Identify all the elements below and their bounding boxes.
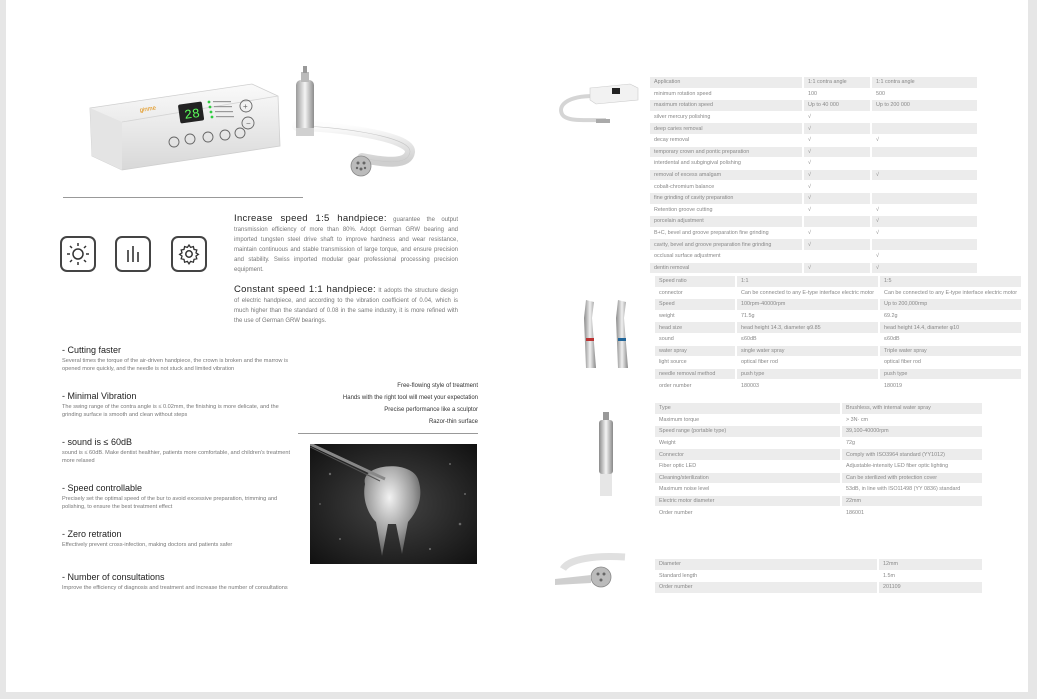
- hose-spec-body: [655, 559, 982, 593]
- motor-spec-body: [655, 403, 982, 518]
- table-row: [650, 158, 977, 170]
- table-cell: √: [803, 181, 871, 193]
- table-row: [655, 414, 982, 426]
- table-cell: 180019: [879, 380, 1021, 392]
- feature-item: [62, 571, 292, 593]
- table-row: [650, 204, 977, 216]
- table-cell: √: [803, 146, 871, 158]
- table-cell: 1:1: [736, 276, 879, 287]
- table-cell: cobalt-chromium balance: [650, 181, 803, 193]
- table-row: [655, 345, 1021, 357]
- feature-item: [62, 528, 292, 550]
- table-cell: Order number: [655, 507, 841, 519]
- table-cell: Comply with ISO3964 standard (YY1012): [841, 449, 982, 461]
- table-cell: 1:1 contra angle: [871, 77, 977, 88]
- table-row: [650, 216, 977, 228]
- table-row: [655, 570, 982, 582]
- application-table: [650, 77, 977, 274]
- table-cell: push type: [736, 368, 879, 380]
- table-cell: √: [803, 123, 871, 135]
- table-cell: Maximum noise level: [655, 484, 841, 496]
- table-row: [655, 357, 1021, 369]
- table-cell: weight: [655, 310, 736, 322]
- feature-desc: Effectively prevent cross-infection, making doctors and patients safer: [62, 542, 233, 548]
- style-line: Hands with the right tool will meet your expectation: [342, 395, 478, 401]
- table-cell: √: [803, 227, 871, 239]
- table-cell: 53dB, in line with ISO11498 (YY 0836) standard: [841, 484, 982, 496]
- table-cell: minimum rotation speed: [650, 88, 803, 100]
- table-cell: 100rpm-40000rpm: [736, 299, 879, 311]
- table-row: [655, 582, 982, 594]
- intro-lead-2: Constant speed 1:1 handpiece:: [234, 284, 376, 295]
- table-cell: Maximum torque: [655, 414, 841, 426]
- control-unit-image: [82, 66, 422, 198]
- table-cell: Electric motor diameter: [655, 495, 841, 507]
- table-cell: √: [871, 134, 977, 146]
- table-cell: order number: [655, 380, 736, 392]
- equalizer-icon: [115, 236, 151, 272]
- table-cell: √: [803, 169, 871, 181]
- feature-title: - Speed controllable: [62, 483, 143, 493]
- table-cell: needle removal method: [655, 368, 736, 380]
- table-cell: removal of excess amalgam: [650, 169, 803, 181]
- table-cell: maximum rotation speed: [650, 100, 803, 112]
- table-cell: √: [871, 250, 977, 262]
- table-cell: Can be connected to any E-type interface electric motor: [879, 287, 1021, 299]
- control-unit-thumbnail: [556, 82, 646, 130]
- table-cell: Up to 200,000rmp: [879, 299, 1021, 311]
- table-row: [655, 484, 982, 496]
- table-cell: dentin removal: [650, 262, 803, 274]
- table-row: [655, 310, 1021, 322]
- motor-thumbnail: [595, 412, 617, 498]
- svg-text:−: −: [246, 119, 251, 128]
- table-cell: Cleaning/sterilization: [655, 472, 841, 484]
- table-row: [650, 262, 977, 274]
- table-row: [655, 299, 1021, 311]
- hose-spec-table: [655, 559, 982, 594]
- table-cell: √: [803, 192, 871, 204]
- table-cell: Order number: [655, 582, 878, 594]
- table-cell: √: [803, 262, 871, 274]
- table-cell: sound: [655, 333, 736, 345]
- intro-paragraph-2: [234, 285, 458, 326]
- feature-item: [62, 436, 292, 465]
- table-cell: occlusal surface adjustment: [650, 250, 803, 262]
- table-cell: Speed: [655, 299, 736, 311]
- table-cell: Can be sterilized with protection cover: [841, 472, 982, 484]
- table-cell: [803, 216, 871, 228]
- table-cell: 500: [871, 88, 977, 100]
- table-cell: Speed range (portable type): [655, 426, 841, 438]
- table-cell: Diameter: [655, 559, 878, 570]
- table-cell: √: [803, 158, 871, 170]
- table-cell: [871, 111, 977, 123]
- intro-lead-1: Increase speed 1:5 handpiece:: [234, 213, 387, 224]
- table-cell: 201109: [878, 582, 982, 594]
- table-cell: decay removal: [650, 134, 803, 146]
- table-row: [655, 368, 1021, 380]
- table-row: [655, 449, 982, 461]
- table-row: [650, 239, 977, 251]
- table-cell: √: [803, 204, 871, 216]
- table-row: [655, 507, 982, 519]
- table-row: [655, 403, 982, 414]
- table-cell: Up to 40 000: [803, 100, 871, 112]
- table-row: [655, 426, 982, 438]
- table-row: [655, 460, 982, 472]
- table-row: [650, 169, 977, 181]
- table-cell: ≤60dB: [879, 333, 1021, 345]
- table-cell: light source: [655, 357, 736, 369]
- table-cell: single water spray: [736, 345, 879, 357]
- table-cell: √: [803, 134, 871, 146]
- intro-body-2: It adopts the structure design of electric handpiece, and according to the vibration coefficient of 0.04, which is much higher than the standard of 0.08 in the same industry, it is more refined with the use of German GRW bearings.: [234, 288, 459, 324]
- table-cell: 186001: [841, 507, 982, 519]
- table-cell: water spray: [655, 345, 736, 357]
- intro-paragraph-1: [234, 214, 458, 275]
- table-cell: 39,100-40000rpm: [841, 426, 982, 438]
- table-cell: Brushless, with internal water spray: [841, 403, 982, 414]
- table-cell: [871, 146, 977, 158]
- table-cell: 71.5g: [736, 310, 879, 322]
- table-cell: silver mercury polishing: [650, 111, 803, 123]
- table-row: [655, 380, 1021, 392]
- application-table-body: [650, 77, 977, 274]
- table-cell: 72g: [841, 437, 982, 449]
- table-cell: Can be connected to any E-type interface electric motor: [736, 287, 879, 299]
- table-cell: 1.5m: [878, 570, 982, 582]
- table-cell: ≤60dB: [736, 333, 879, 345]
- intro-body-1: guarantee the output transmission efficiency of more than 80%. Adopt German GRW bearing and imported tungsten steel drive shaft to improve hardness and wear resistance, maintain continuous and stable transmission of large torque, and ensure precision and stability. Swiss imported modular gear professional processing precision equipment.: [234, 217, 458, 273]
- table-cell: √: [871, 216, 977, 228]
- table-row: [650, 123, 977, 135]
- hose-thumbnail: [555, 549, 627, 597]
- feature-item: [62, 482, 292, 511]
- table-cell: [803, 250, 871, 262]
- feature-desc: Improve the efficiency of diagnosis and treatment and increase the number of consultations: [62, 585, 288, 591]
- table-cell: Up to 200 000: [871, 100, 977, 112]
- table-cell: push type: [879, 368, 1021, 380]
- table-cell: 1:5: [879, 276, 1021, 287]
- svg-text:+: +: [243, 102, 248, 111]
- table-cell: Adjustable-intensity LED fiber optic lighting: [841, 460, 982, 472]
- table-cell: Type: [655, 403, 841, 414]
- table-row: [650, 146, 977, 158]
- table-row: [655, 276, 1021, 287]
- treatment-style-list: [306, 380, 478, 428]
- gear-icon: [171, 236, 207, 272]
- table-cell: [871, 123, 977, 135]
- table-cell: interdental and subgingival polishing: [650, 158, 803, 170]
- table-cell: > 3N· cm: [841, 414, 982, 426]
- table-cell: fine grinding of cavity preparation: [650, 192, 803, 204]
- table-cell: 1:1 contra angle: [803, 77, 871, 88]
- style-line: Precise performance like a sculptor: [384, 407, 478, 413]
- table-cell: 22mm: [841, 495, 982, 507]
- table-cell: cavity, bevel and groove preparation fine grinding: [650, 239, 803, 251]
- table-cell: 12mm: [878, 559, 982, 570]
- table-cell: Retention groove cutting: [650, 204, 803, 216]
- table-cell: Application: [650, 77, 803, 88]
- style-line: Razor-thin surface: [428, 419, 478, 425]
- table-cell: head height 14.3, diameter φ9.85: [736, 322, 879, 334]
- table-cell: B+C, bevel and groove preparation fine grinding: [650, 227, 803, 239]
- table-cell: porcelain adjustment: [650, 216, 803, 228]
- table-row: [655, 495, 982, 507]
- table-cell: Triple water spray: [879, 345, 1021, 357]
- table-row: [655, 437, 982, 449]
- catalog-page: [6, 0, 1028, 692]
- table-cell: 180003: [736, 380, 879, 392]
- feature-title: - Minimal Vibration: [62, 391, 137, 401]
- table-cell: √: [803, 239, 871, 251]
- feature-title: - Zero retration: [62, 529, 122, 539]
- table-cell: head size: [655, 322, 736, 334]
- table-row: [650, 100, 977, 112]
- table-cell: Connector: [655, 449, 841, 461]
- table-cell: Weight: [655, 437, 841, 449]
- table-cell: optical fiber rod: [879, 357, 1021, 369]
- table-cell: [871, 239, 977, 251]
- feature-title: - Cutting faster: [62, 345, 122, 355]
- table-cell: [871, 181, 977, 193]
- handpiece-spec-table: [655, 276, 1021, 392]
- feature-desc: Precisely set the optimal speed of the bur to avoid excessive preparation, trimming and polishing, to ensure the best treatment effect: [62, 496, 278, 510]
- table-cell: Fiber optic LED: [655, 460, 841, 472]
- table-row: [655, 472, 982, 484]
- table-cell: √: [803, 111, 871, 123]
- table-cell: optical fiber rod: [736, 357, 879, 369]
- feature-desc: Several times the torque of the air-driven handpiece, the crown is broken and the marrow is opened more quickly, and the needle is not stuck and limited vibration: [62, 358, 289, 372]
- table-row: [655, 333, 1021, 345]
- table-row: [650, 192, 977, 204]
- table-row: [650, 250, 977, 262]
- table-row: [650, 134, 977, 146]
- table-cell: √: [871, 262, 977, 274]
- feature-item: [62, 390, 292, 419]
- table-row: [650, 111, 977, 123]
- table-cell: 100: [803, 88, 871, 100]
- feature-item: [62, 344, 292, 373]
- table-cell: [871, 192, 977, 204]
- table-row: [650, 77, 977, 88]
- light-icon: [60, 236, 96, 272]
- table-cell: 69.2g: [879, 310, 1021, 322]
- table-cell: √: [871, 227, 977, 239]
- table-row: [650, 181, 977, 193]
- table-cell: head height 14.4, diameter φ10: [879, 322, 1021, 334]
- table-cell: connector: [655, 287, 736, 299]
- table-cell: [871, 158, 977, 170]
- style-line: Free-flowing style of treatment: [397, 383, 478, 389]
- brand-logo: ginme: [139, 105, 157, 114]
- handpiece-spec-body: [655, 276, 1021, 391]
- table-row: [650, 227, 977, 239]
- divider: [63, 197, 303, 198]
- table-row: [655, 322, 1021, 334]
- feature-desc: sound is ≤ 60dB. Make dentist healthier, patients more comfortable, and children's treatment more relaxed: [62, 450, 291, 464]
- tooth-photo: [310, 444, 477, 564]
- table-cell: √: [871, 204, 977, 216]
- divider: [298, 433, 478, 434]
- motor-spec-table: [655, 403, 982, 519]
- table-cell: deep caries removal: [650, 123, 803, 135]
- contra-angle-thumbnail: [580, 298, 640, 370]
- table-cell: temporary crown and pontic preparation: [650, 146, 803, 158]
- display-readout: 28: [183, 105, 201, 123]
- feature-title: - Number of consultations: [62, 572, 165, 582]
- table-cell: Speed ratio: [655, 276, 736, 287]
- table-row: [655, 287, 1021, 299]
- table-row: [650, 88, 977, 100]
- feature-desc: The swing range of the contra angle is ≤ 0.02mm, the finishing is more delicate, and the grinding surface is smooth and clean without steps: [62, 404, 279, 418]
- table-cell: Standard length: [655, 570, 878, 582]
- feature-title: - sound is ≤ 60dB: [62, 437, 132, 447]
- table-row: [655, 559, 982, 570]
- table-cell: √: [871, 169, 977, 181]
